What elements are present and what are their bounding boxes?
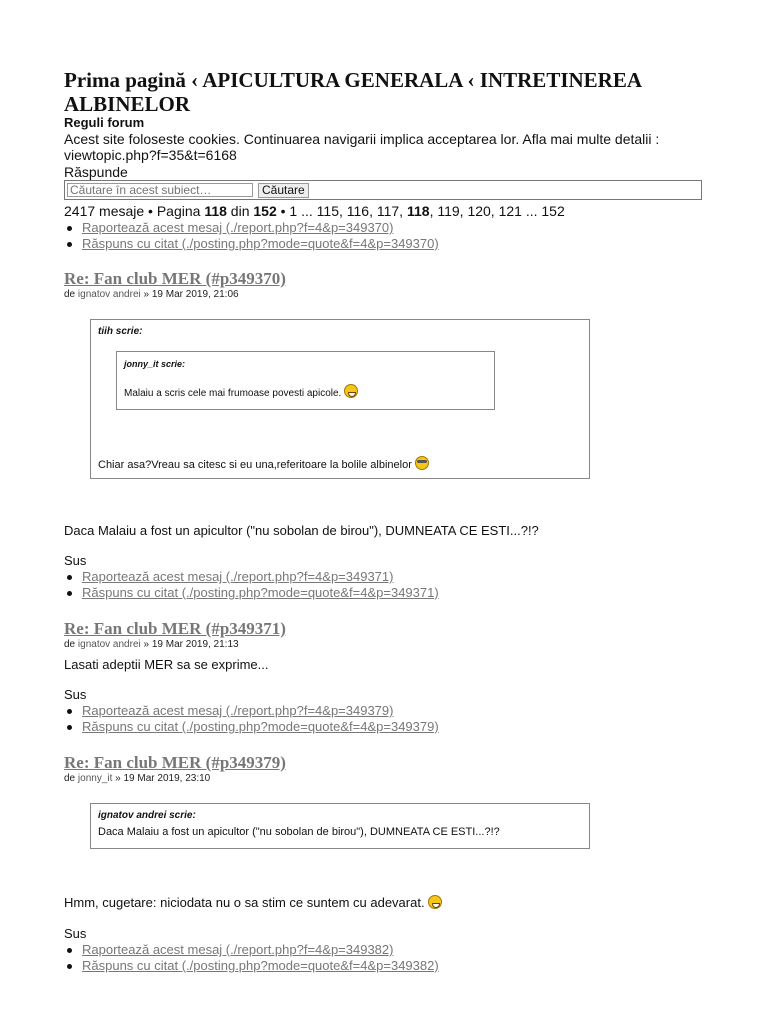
grin-smiley-icon xyxy=(428,895,442,909)
quote-author: tiih scrie: xyxy=(98,326,143,337)
quote-link[interactable]: Răspuns cu citat (./posting.php?mode=quote&f=4&p=349371) xyxy=(82,585,439,600)
pagination-of: din xyxy=(226,203,254,219)
grin-smiley-icon xyxy=(344,384,358,398)
breadcrumb-topic[interactable]: INTRETINEREA ALBINELOR xyxy=(64,68,641,116)
post-body-text: Hmm, cugetare: niciodata nu o sa stim ce suntem cu adevarat. xyxy=(64,895,425,910)
post-links xyxy=(64,569,439,601)
quote-link[interactable]: Răspuns cu citat (./posting.php?mode=quote&f=4&p=349370) xyxy=(82,236,439,251)
breadcrumb-sep: ‹ xyxy=(185,68,203,92)
quote-text-content: Chiar asa?Vreau sa citesc si eu una,referitoare la bolile albinelor xyxy=(98,459,412,471)
post-author[interactable]: ignatov andrei xyxy=(77,639,141,650)
post-byline xyxy=(64,289,239,301)
report-link[interactable]: Raportează acest mesaj (./report.php?f=4&p=349382) xyxy=(82,942,394,957)
search-bar xyxy=(64,180,702,200)
list-item xyxy=(64,958,439,974)
cookie-notice: Acest site foloseste cookies. Continuarea navigarii implica acceptarea lor. Afla mai multe detalii : viewtopic.php?f=35&t=6168 xyxy=(64,131,660,163)
list-item xyxy=(64,220,439,236)
post-date: » 19 Mar 2019, 23:10 xyxy=(112,773,211,784)
post-author[interactable]: jonny_it xyxy=(77,773,113,784)
blockquote-inner xyxy=(116,351,495,410)
quote-text xyxy=(98,456,429,472)
post-byline xyxy=(64,773,210,785)
quote-text xyxy=(124,384,358,400)
report-link[interactable]: Raportează acest mesaj (./report.php?f=4&p=349379) xyxy=(82,703,394,718)
blockquote xyxy=(90,803,590,849)
list-item xyxy=(64,236,439,252)
pagination xyxy=(64,203,565,219)
quote-text: Daca Malaiu a fost un apicultor ("nu sobolan de birou"), DUMNEATA CE ESTI...?!? xyxy=(98,826,500,838)
list-item xyxy=(64,703,439,719)
post-body: Lasati adeptii MER sa se exprime... xyxy=(64,657,269,672)
search-button[interactable]: Căutare xyxy=(258,183,309,198)
post-title[interactable]: Re: Fan club MER (#p349370) xyxy=(64,269,286,288)
report-link[interactable]: Raportează acest mesaj (./report.php?f=4&p=349370) xyxy=(82,220,394,235)
pagination-current-page: 118 xyxy=(406,203,430,219)
pagination-total: 152 xyxy=(253,203,277,219)
blockquote-outer xyxy=(90,319,590,479)
quote-text-content: Malaiu a scris cele mai frumoase povesti apicole. xyxy=(124,388,342,399)
post-body xyxy=(64,895,442,911)
back-to-top-link[interactable]: Sus xyxy=(64,926,87,941)
breadcrumb-sep: ‹ xyxy=(462,68,480,92)
post-author[interactable]: ignatov andrei xyxy=(77,289,141,300)
post-date: » 19 Mar 2019, 21:06 xyxy=(140,289,239,300)
byline-prefix: de xyxy=(64,289,78,300)
pagination-prefix: 2417 mesaje • Pagina xyxy=(64,203,205,219)
quote-link[interactable]: Răspuns cu citat (./posting.php?mode=quote&f=4&p=349379) xyxy=(82,719,439,734)
report-link[interactable]: Raportează acest mesaj (./report.php?f=4&p=349371) xyxy=(82,569,394,584)
cool-smiley-icon xyxy=(415,456,429,470)
post-title[interactable]: Re: Fan club MER (#p349379) xyxy=(64,753,286,772)
post-links xyxy=(64,942,439,974)
pagination-pages-after[interactable]: , 119, 120, 121 ... 152 xyxy=(429,203,565,219)
list-item xyxy=(64,569,439,585)
back-to-top-link[interactable]: Sus xyxy=(64,553,87,568)
pagination-current: 118 xyxy=(204,203,227,219)
search-input[interactable] xyxy=(67,183,253,197)
byline-prefix: de xyxy=(64,773,78,784)
top-post-links xyxy=(64,220,439,252)
quote-link[interactable]: Răspuns cu citat (./posting.php?mode=quote&f=4&p=349382) xyxy=(82,958,439,973)
rules-link[interactable]: Reguli forum xyxy=(64,115,145,130)
post-title[interactable]: Re: Fan club MER (#p349371) xyxy=(64,619,286,638)
post-links xyxy=(64,703,439,735)
breadcrumb-home[interactable]: Prima pagină xyxy=(64,68,186,92)
quote-author: jonny_it scrie: xyxy=(124,359,186,369)
pagination-pages[interactable]: • 1 ... 115, 116, 117, xyxy=(276,203,407,219)
list-item xyxy=(64,585,439,601)
reply-link[interactable]: Răspunde xyxy=(64,164,128,180)
post-byline xyxy=(64,639,239,651)
list-item xyxy=(64,719,439,735)
page-title xyxy=(64,68,704,116)
back-to-top-link[interactable]: Sus xyxy=(64,687,87,702)
post-body: Daca Malaiu a fost un apicultor ("nu sobolan de birou"), DUMNEATA CE ESTI...?!? xyxy=(64,523,539,538)
post-date: » 19 Mar 2019, 21:13 xyxy=(140,639,239,650)
breadcrumb-forum[interactable]: APICULTURA GENERALA xyxy=(202,68,463,92)
quote-author: ignatov andrei scrie: xyxy=(98,810,196,821)
byline-prefix: de xyxy=(64,639,78,650)
list-item xyxy=(64,942,439,958)
